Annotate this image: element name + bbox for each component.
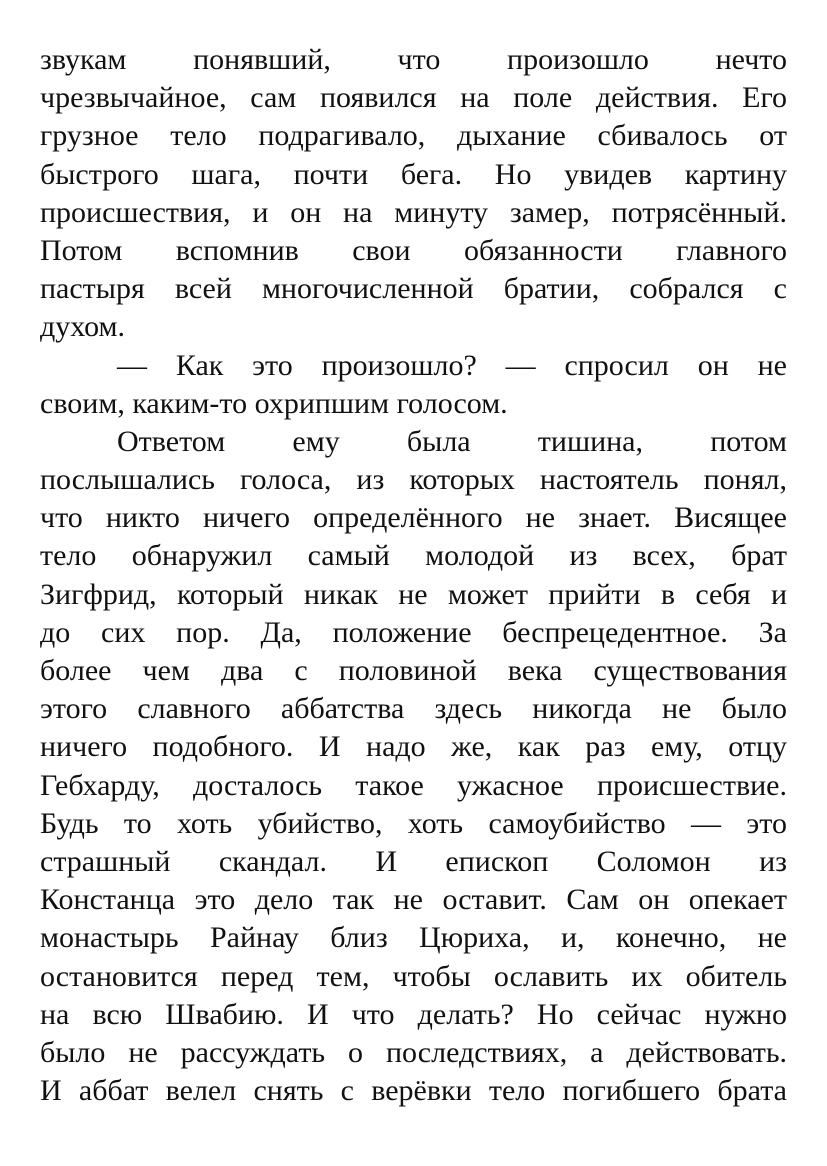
paragraph: [40, 423, 787, 1110]
text-line: Зигфрид, который никак не может прийти в себя и: [40, 577, 787, 611]
text-line: Констанца это дело так не оставит. Сам он опекает: [40, 883, 787, 917]
text-line: звукам понявший, что произошло нечто: [40, 43, 787, 76]
text-line: тело обнаружил самый молодой из всех, брат: [40, 539, 787, 573]
text-line: происшествия, и он на минуту замер, потрясённый.: [40, 195, 787, 229]
text-line: страшный скандал. И епископ Соломон из: [40, 844, 787, 878]
text-line: монастырь Райнау близ Цюриха, и, конечно, не: [40, 921, 787, 955]
paragraph-dialogue: [40, 347, 787, 423]
text-line: грузное тело подрагивало, дыхание сбивалось от: [40, 119, 787, 153]
paragraph: [40, 41, 787, 347]
text-line: чрезвычайное, сам появился на поле действия. Его: [40, 81, 787, 115]
text-line: остановится перед тем, чтобы ославить их обитель: [40, 959, 787, 993]
text-line: ничего подобного. И надо же, как раз ему, отцу: [40, 730, 787, 764]
text-line: что никто ничего определённого не знает. Висящее: [40, 501, 787, 535]
text-line: более чем два с половиной века существования: [40, 654, 787, 687]
text-line: послышались голоса, из которых настоятель понял,: [40, 463, 787, 497]
text-line: И аббат велел снять с верёвки тело погибшего брата: [40, 1074, 787, 1108]
text-line: своим, каким-то охрипшим голосом.: [40, 386, 508, 420]
text-line: Потом вспомнив свои обязанности главного: [40, 233, 787, 267]
text-line: быстрого шага, почти бега. Но увидев картину: [40, 157, 787, 191]
text-line: Ответом ему была тишина, потом: [117, 424, 787, 458]
text-line: — Как это произошло? — спросил он не: [117, 348, 787, 382]
text-line: было не рассуждать о последствиях, а действовать.: [40, 1035, 787, 1069]
text-line: духом.: [40, 310, 126, 344]
text-line: на всю Швабию. И что делать? Но сейчас нужно: [40, 997, 787, 1031]
text-line: до сих пор. Да, положение беспрецедентное. За: [40, 615, 787, 649]
text-line: этого славного аббатства здесь никогда не было: [40, 692, 787, 726]
text-line: пастыря всей многочисленной братии, собрался с: [40, 272, 787, 306]
text-line: Будь то хоть убийство, хоть самоубийство — это: [40, 806, 787, 840]
text-line: Гебхарду, досталось такое ужасное происшествие.: [40, 768, 787, 802]
document-page: [40, 41, 787, 1110]
